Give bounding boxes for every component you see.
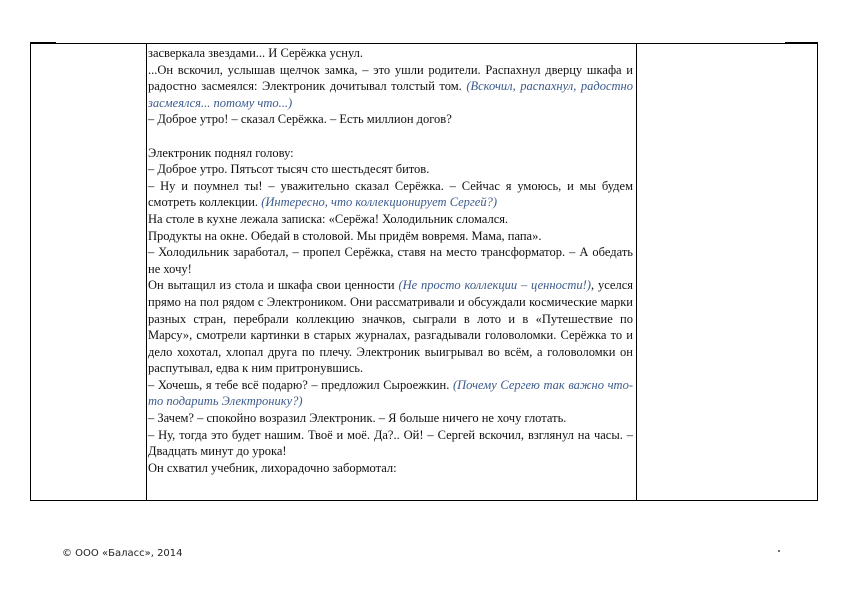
text-paragraph	[148, 277, 633, 377]
story-text: Электроник поднял голову:	[148, 145, 294, 160]
text-paragraph	[148, 111, 633, 128]
text-paragraph	[148, 45, 633, 62]
story-text: – Доброе утро. Пятьсот тысяч сто шестьдесят битов.	[148, 162, 430, 177]
text-paragraph	[148, 62, 633, 112]
copyright-footer: © ООО «Баласс», 2014	[62, 548, 183, 559]
blank-line	[148, 128, 633, 145]
text-paragraph	[148, 228, 633, 245]
teacher-question-note: (Почему Сергею так важно что-то подарить Электронику?)	[148, 377, 633, 409]
table-tick-right	[785, 42, 818, 44]
text-paragraph	[148, 460, 633, 477]
text-column	[148, 45, 633, 476]
story-text: На столе в кухне лежала записка: «Серёжа! Холодильник сломался.	[148, 211, 509, 226]
story-text: засверкала звездами... И Серёжка уснул.	[148, 46, 364, 60]
text-paragraph	[148, 244, 633, 277]
text-paragraph	[148, 161, 633, 178]
story-text: – Холодильник заработал, – пропел Серёжка, ставя на место трансформатор. – А обедать не хочу!	[148, 245, 633, 276]
column-divider-1	[146, 44, 147, 500]
teacher-question-note: (Интересно, что коллекционирует Сергей?)	[261, 195, 497, 210]
column-divider-2	[636, 44, 637, 500]
text-paragraph	[148, 211, 633, 228]
story-text: – Зачем? – спокойно возразил Электроник. – Я больше ничего не хочу глотать.	[148, 411, 567, 426]
text-paragraph	[148, 178, 633, 211]
story-text: – Хочешь, я тебе всё подарю? – предложил Сыроежкин.	[148, 377, 453, 392]
teacher-question-note: (Вскочил, распахнул, радостно засмеялся... потому что...)	[148, 79, 633, 110]
story-text: – Доброе утро! – сказал Серёжка. – Есть миллион догов?	[148, 112, 452, 127]
text-paragraph	[148, 410, 633, 427]
story-text: Он схватил учебник, лихорадочно забормотал:	[148, 460, 397, 475]
story-text: , уселся прямо на пол рядом с Электроником. Они рассматривали и обсуждали космические марки разных стран, перебрали коллекцию значков, сыграли в лото и в «Путешествие по Марсу», смотрели картинки в старых журналах, разгадывали головоломки. Серёжка то и дело хохотал, хлопал друга по плечу. Электроник выигрывал во всём, а головоломки он распутывал, едва к ним притронувшись.	[148, 278, 633, 376]
story-text: ...Он вскочил, услышав щелчок замка, – это ушли родители. Распахнул дверцу шкафа и радостно засмеялся: Электроник дочитывал толстый том.	[148, 62, 633, 94]
text-paragraph	[148, 145, 633, 162]
table-border-left	[30, 44, 31, 500]
story-text: Он вытащил из стола и шкафа свои ценности	[148, 278, 399, 293]
story-text: – Ну, тогда это будет нашим. Твоё и моё. Да?.. Ой! – Сергей вскочил, взглянул на часы. – Двадцать минут до урока!	[148, 427, 633, 459]
story-text: – Ну и поумнел ты! – уважительно сказал Серёжка. – Сейчас я умоюсь, и мы будем смотреть коллекции.	[148, 178, 633, 210]
page-dot	[778, 550, 780, 552]
story-text: Продукты на окне. Обедай в столовой. Мы придём вовремя. Мама, папа».	[148, 228, 542, 243]
lesson-table	[30, 43, 818, 501]
table-tick-left	[30, 42, 56, 44]
table-border-right	[817, 44, 818, 500]
teacher-question-note: (Не просто коллекции – ценности!)	[398, 278, 591, 293]
text-paragraph	[148, 377, 633, 410]
text-paragraph	[148, 427, 633, 460]
